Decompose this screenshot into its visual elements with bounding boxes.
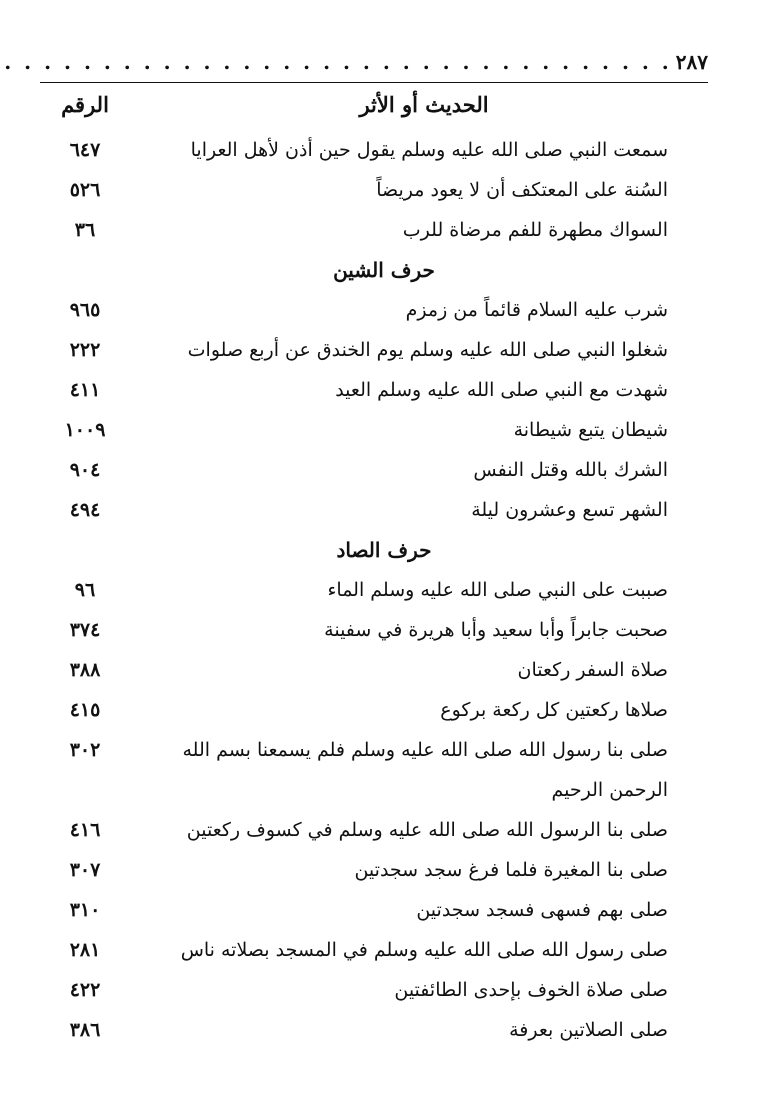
index-entry [40,810,668,850]
entry-number: ٣١٠ [69,899,101,921]
entry-text: صلى رسول الله صلى الله عليه وسلم في المسجد بصلاته ناس [180,939,668,961]
entry-text: السُنة على المعتكف أن لا يعود مريضاً [376,179,668,201]
index-entry [40,970,668,1010]
entry-text: صببت على النبي صلى الله عليه وسلم الماء [327,579,668,601]
column-headers [40,92,708,126]
entry-number: ٣٠٢ [69,739,101,761]
index-entry [40,210,668,250]
header-leader-dots: . . . . . . . . . . . . . . . . . . . . . . . . . . . . . . . . . . [4,50,672,74]
index-entry [40,450,668,490]
entry-number: ١٠٠٩ [64,419,106,441]
index-entry [40,130,668,170]
index-entry [40,570,668,610]
entry-number: ٣٨٨ [69,659,101,681]
section-heading-text: حرف الصاد [336,538,432,562]
entry-text: صلى الصلاتين بعرفة [509,1019,668,1041]
entry-number: ٣٦ [74,219,96,241]
entry-text: السواك مطهرة للفم مرضاة للرب [402,219,668,241]
entry-number: ٣٠٧ [69,859,101,881]
entry-text: شهدت مع النبي صلى الله عليه وسلم العيد [335,379,668,401]
entry-text: صحبت جابراً وأبا سعيد وأبا هريرة في سفينة [324,619,668,641]
column-header-number: الرقم [61,92,109,117]
index-entry [40,890,668,930]
entry-text: سمعت النبي صلى الله عليه وسلم يقول حين أذن لأهل العرايا [190,139,668,161]
section-heading-text: حرف الشين [333,258,435,282]
entry-text: صلى بنا رسول الله صلى الله عليه وسلم فلم يسمعنا بسم الله الرحمن الرحيم [182,739,668,801]
entry-number: ٩٦٥ [69,299,101,321]
entry-text: صلى صلاة الخوف بإحدى الطائفتين [394,979,668,1001]
index-entry [40,290,668,330]
entry-number: ٦٤٧ [69,139,101,161]
entry-number: ٤٢٢ [69,979,101,1001]
index-list [40,130,668,1050]
entry-number: ٢٢٢ [69,339,101,361]
index-entry [40,1010,668,1050]
index-entry [40,650,668,690]
entry-text: صلاها ركعتين كل ركعة بركوع [440,699,668,721]
entry-number: ٩٦ [74,579,96,601]
entry-text: صلى بنا المغيرة فلما فرغ سجد سجدتين [354,859,668,881]
index-entry [40,850,668,890]
entry-text: شغلوا النبي صلى الله عليه وسلم يوم الخندق عن أربع صلوات [187,339,668,361]
entry-text: شرب عليه السلام قائماً من زمزم [405,299,668,321]
index-entry [40,370,668,410]
entry-text: الشرك بالله وقتل النفس [473,459,668,481]
index-entry [40,930,668,970]
section-heading [40,250,668,290]
entry-text: صلاة السفر ركعتان [517,659,668,681]
index-entry [40,730,668,810]
entry-text: شيطان يتبع شيطانة [513,419,668,441]
index-entry [40,610,668,650]
section-heading [40,530,668,570]
index-entry [40,330,668,370]
page-number: ٢٨٧ [675,50,708,74]
running-header [4,42,708,83]
entry-number: ٤٩٤ [69,499,101,521]
index-entry [40,490,668,530]
index-entry [40,410,668,450]
column-header-hadith: الحديث أو الأثر [359,92,489,117]
entry-number: ٣٧٤ [69,619,101,641]
entry-number: ٩٠٤ [69,459,101,481]
index-entry [40,170,668,210]
entry-number: ٥٢٦ [69,179,101,201]
entry-text: صلى بنا الرسول الله صلى الله عليه وسلم في كسوف ركعتين [186,819,668,841]
index-entry [40,690,668,730]
entry-number: ٣٨٦ [69,1019,101,1041]
entry-number: ٢٨١ [69,939,101,961]
entry-number: ٤١٦ [69,819,101,841]
entry-number: ٤١١ [69,379,101,401]
entry-number: ٤١٥ [69,699,101,721]
entry-text: الشهر تسع وعشرون ليلة [471,499,668,521]
entry-text: صلى بهم فسهى فسجد سجدتين [416,899,668,921]
